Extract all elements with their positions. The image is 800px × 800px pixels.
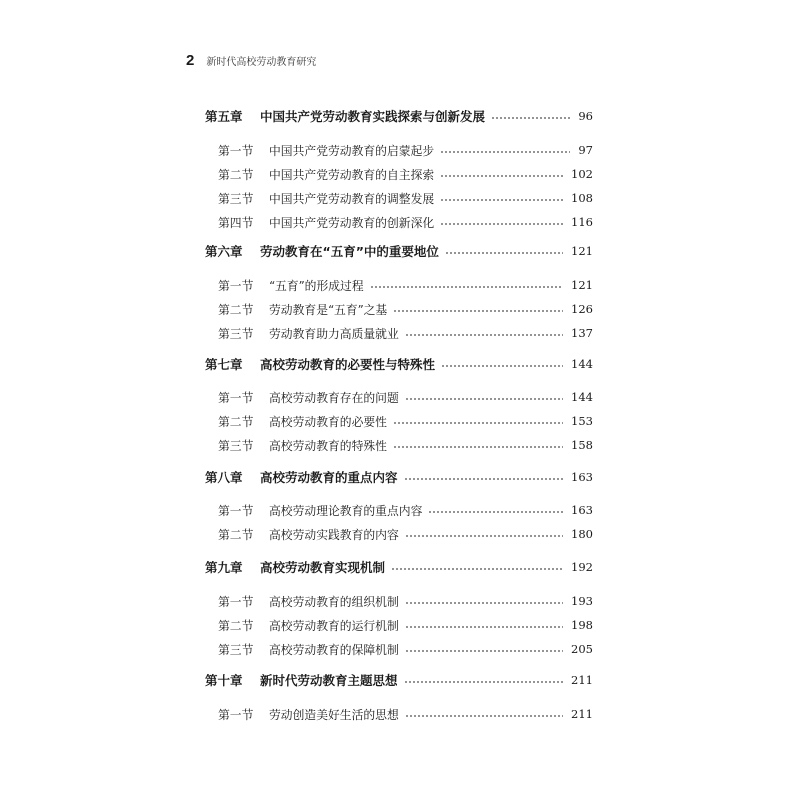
toc-chapter-entry bbox=[205, 467, 593, 487]
dot-leader bbox=[405, 650, 563, 652]
section-title: 中国共产党劳动教育的自主探索 bbox=[269, 167, 435, 182]
page-number: 153 bbox=[571, 414, 593, 428]
toc-section-entry bbox=[218, 615, 593, 635]
dot-leader bbox=[391, 568, 563, 570]
page-number: 96 bbox=[578, 109, 593, 123]
toc-section-entry bbox=[218, 435, 593, 455]
section-number: 第四节 bbox=[218, 215, 254, 230]
section-number: 第一节 bbox=[218, 390, 254, 405]
toc-section-entry bbox=[218, 704, 593, 724]
section-title: 高校劳动教育的必要性 bbox=[269, 414, 387, 429]
page-number: 137 bbox=[571, 326, 593, 340]
section-title: 高校劳动教育的保障机制 bbox=[269, 642, 399, 657]
page-number: 163 bbox=[571, 470, 593, 484]
toc-section-entry bbox=[218, 387, 593, 407]
section-number: 第二节 bbox=[218, 167, 254, 182]
page-number: 192 bbox=[571, 560, 593, 574]
section-number: 第一节 bbox=[218, 278, 254, 293]
page-number: 116 bbox=[571, 215, 593, 229]
toc-section-entry bbox=[218, 164, 593, 184]
toc-section-entry bbox=[218, 323, 593, 343]
section-number: 第一节 bbox=[218, 594, 254, 609]
page-number: 211 bbox=[571, 707, 593, 721]
toc-section-entry bbox=[218, 275, 593, 295]
section-number: 第三节 bbox=[218, 642, 254, 657]
page-number: 198 bbox=[571, 618, 593, 632]
dot-leader bbox=[405, 334, 563, 336]
section-title: 劳动教育助力高质量就业 bbox=[269, 326, 399, 341]
page-number: 211 bbox=[571, 673, 593, 687]
dot-leader bbox=[405, 535, 563, 537]
chapter-number: 第八章 bbox=[205, 470, 243, 485]
page-number: 144 bbox=[571, 357, 593, 371]
toc-section-entry bbox=[218, 524, 593, 544]
section-number: 第一节 bbox=[218, 707, 254, 722]
page-number: 158 bbox=[571, 438, 593, 452]
section-title: 高校劳动教育的特殊性 bbox=[269, 438, 387, 453]
toc-chapter-entry bbox=[205, 557, 593, 577]
section-number: 第三节 bbox=[218, 438, 254, 453]
header-book-title: 新时代高校劳动教育研究 bbox=[206, 57, 317, 68]
header-page-number: 2 bbox=[186, 52, 195, 69]
toc-section-entry bbox=[218, 140, 593, 160]
toc-chapter-entry bbox=[205, 354, 593, 374]
toc-section-entry bbox=[218, 299, 593, 319]
dot-leader bbox=[491, 117, 570, 119]
dot-leader bbox=[370, 286, 563, 288]
chapter-number: 第十章 bbox=[205, 673, 243, 688]
section-number: 第二节 bbox=[218, 527, 254, 542]
toc-section-entry bbox=[218, 591, 593, 611]
toc-section-entry bbox=[218, 500, 593, 520]
dot-leader bbox=[404, 478, 564, 480]
toc-chapter-entry bbox=[205, 670, 593, 690]
dot-leader bbox=[404, 681, 564, 683]
dot-leader bbox=[393, 446, 563, 448]
section-number: 第二节 bbox=[218, 414, 254, 429]
page-number: 205 bbox=[571, 642, 593, 656]
dot-leader bbox=[440, 151, 570, 153]
section-title: 高校劳动教育存在的问题 bbox=[269, 390, 399, 405]
dot-leader bbox=[440, 175, 563, 177]
section-title: 劳动创造美好生活的思想 bbox=[269, 707, 399, 722]
chapter-title: 高校劳动教育的必要性与特殊性 bbox=[260, 357, 436, 372]
toc-section-entry bbox=[218, 212, 593, 232]
section-title: 高校劳动教育的运行机制 bbox=[269, 618, 399, 633]
section-number: 第一节 bbox=[218, 143, 254, 158]
page-number: 180 bbox=[571, 527, 593, 541]
section-title: “五育”的形成过程 bbox=[269, 278, 364, 293]
chapter-number: 第五章 bbox=[205, 109, 243, 124]
chapter-title: 中国共产党劳动教育实践探索与创新发展 bbox=[260, 109, 486, 124]
page-number: 163 bbox=[571, 503, 593, 517]
dot-leader bbox=[440, 223, 563, 225]
page-number: 97 bbox=[578, 143, 593, 157]
section-title: 高校劳动教育的组织机制 bbox=[269, 594, 399, 609]
dot-leader bbox=[441, 365, 563, 367]
section-number: 第一节 bbox=[218, 503, 254, 518]
dot-leader bbox=[440, 199, 563, 201]
chapter-number: 第六章 bbox=[205, 244, 243, 259]
page-number: 126 bbox=[571, 302, 593, 316]
section-title: 高校劳动实践教育的内容 bbox=[269, 527, 399, 542]
dot-leader bbox=[405, 602, 563, 604]
section-number: 第二节 bbox=[218, 618, 254, 633]
toc-section-entry bbox=[218, 188, 593, 208]
dot-leader bbox=[428, 511, 563, 513]
chapter-title: 新时代劳动教育主题思想 bbox=[260, 673, 398, 688]
page-number: 108 bbox=[571, 191, 593, 205]
section-number: 第三节 bbox=[218, 191, 254, 206]
page-number: 121 bbox=[571, 244, 593, 258]
toc-section-entry bbox=[218, 639, 593, 659]
section-title: 劳动教育是“五育”之基 bbox=[269, 302, 388, 317]
toc-chapter-entry bbox=[205, 241, 593, 261]
toc-section-entry bbox=[218, 411, 593, 431]
chapter-title: 高校劳动教育的重点内容 bbox=[260, 470, 398, 485]
section-title: 中国共产党劳动教育的创新深化 bbox=[269, 215, 435, 230]
page-number: 102 bbox=[571, 167, 593, 181]
section-title: 中国共产党劳动教育的启蒙起步 bbox=[269, 143, 435, 158]
section-title: 中国共产党劳动教育的调整发展 bbox=[269, 191, 435, 206]
dot-leader bbox=[445, 252, 563, 254]
toc-chapter-entry bbox=[205, 106, 593, 126]
chapter-number: 第七章 bbox=[205, 357, 243, 372]
dot-leader bbox=[393, 310, 563, 312]
dot-leader bbox=[393, 422, 563, 424]
section-title: 高校劳动理论教育的重点内容 bbox=[269, 503, 423, 518]
dot-leader bbox=[405, 626, 563, 628]
chapter-number: 第九章 bbox=[205, 560, 243, 575]
chapter-title: 劳动教育在“五育”中的重要地位 bbox=[260, 244, 439, 259]
dot-leader bbox=[405, 715, 563, 717]
section-number: 第二节 bbox=[218, 302, 254, 317]
page-number: 193 bbox=[571, 594, 593, 608]
page-number: 121 bbox=[571, 278, 593, 292]
section-number: 第三节 bbox=[218, 326, 254, 341]
dot-leader bbox=[405, 398, 563, 400]
chapter-title: 高校劳动教育实现机制 bbox=[260, 560, 386, 575]
page-number: 144 bbox=[571, 390, 593, 404]
